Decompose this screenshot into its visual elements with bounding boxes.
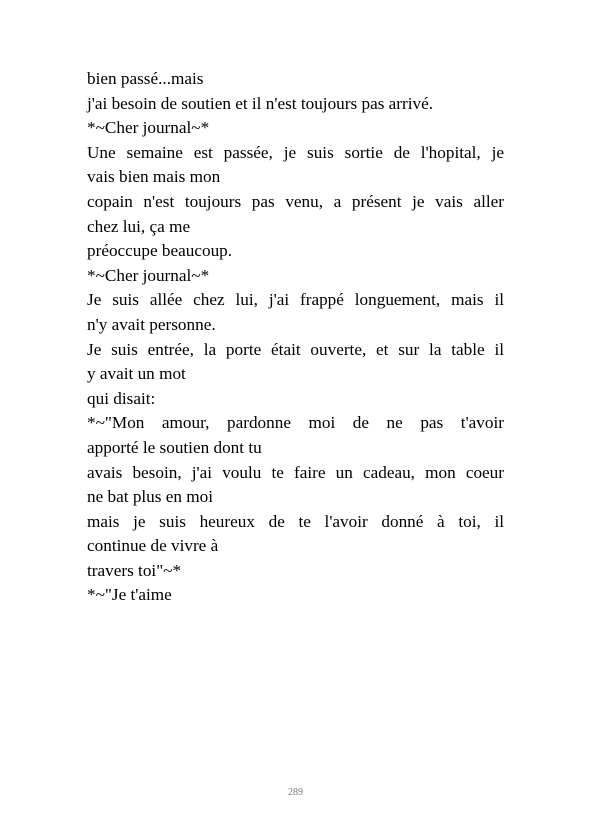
text-line: *~"Je t'aime <box>87 585 172 605</box>
text-line: Je suis allée chez lui, j'ai frappé longuement, mais il <box>87 290 504 310</box>
text-line: chez lui, ça me <box>87 216 191 236</box>
text-line: mais je suis heureux de te l'avoir donné à toi, il <box>87 511 504 531</box>
text-line: y avait un mot <box>87 364 186 384</box>
text-line: vais bien mais mon <box>87 167 221 187</box>
text-line: *~Cher journal~* <box>87 265 210 285</box>
text-line: qui disait: <box>87 388 156 408</box>
body-text <box>87 67 504 608</box>
text-line: ne bat plus en moi <box>87 487 214 507</box>
text-line: n'y avait personne. <box>87 314 216 334</box>
text-line: bien passé...mais <box>87 69 204 88</box>
page-number: 289 <box>288 787 303 798</box>
text-line: *~Cher journal~* <box>87 118 210 138</box>
text-line: copain n'est toujours pas venu, a présent je vais aller <box>87 191 504 211</box>
text-line: avais besoin, j'ai voulu te faire un cadeau, mon coeur <box>87 462 504 482</box>
text-line: préoccupe beaucoup. <box>87 241 233 261</box>
text-line: Une semaine est passée, je suis sortie de l'hopital, je <box>87 142 504 162</box>
text-line: apporté le soutien dont tu <box>87 437 262 457</box>
text-line: continue de vivre à <box>87 536 219 556</box>
text-line: Je suis entrée, la porte était ouverte, et sur la table il <box>87 339 504 359</box>
text-line: travers toi"~* <box>87 560 182 580</box>
text-line: *~"Mon amour, pardonne moi de ne pas t'avoir <box>87 413 504 433</box>
text-line: j'ai besoin de soutien et il n'est toujours pas arrivé. <box>87 93 434 113</box>
